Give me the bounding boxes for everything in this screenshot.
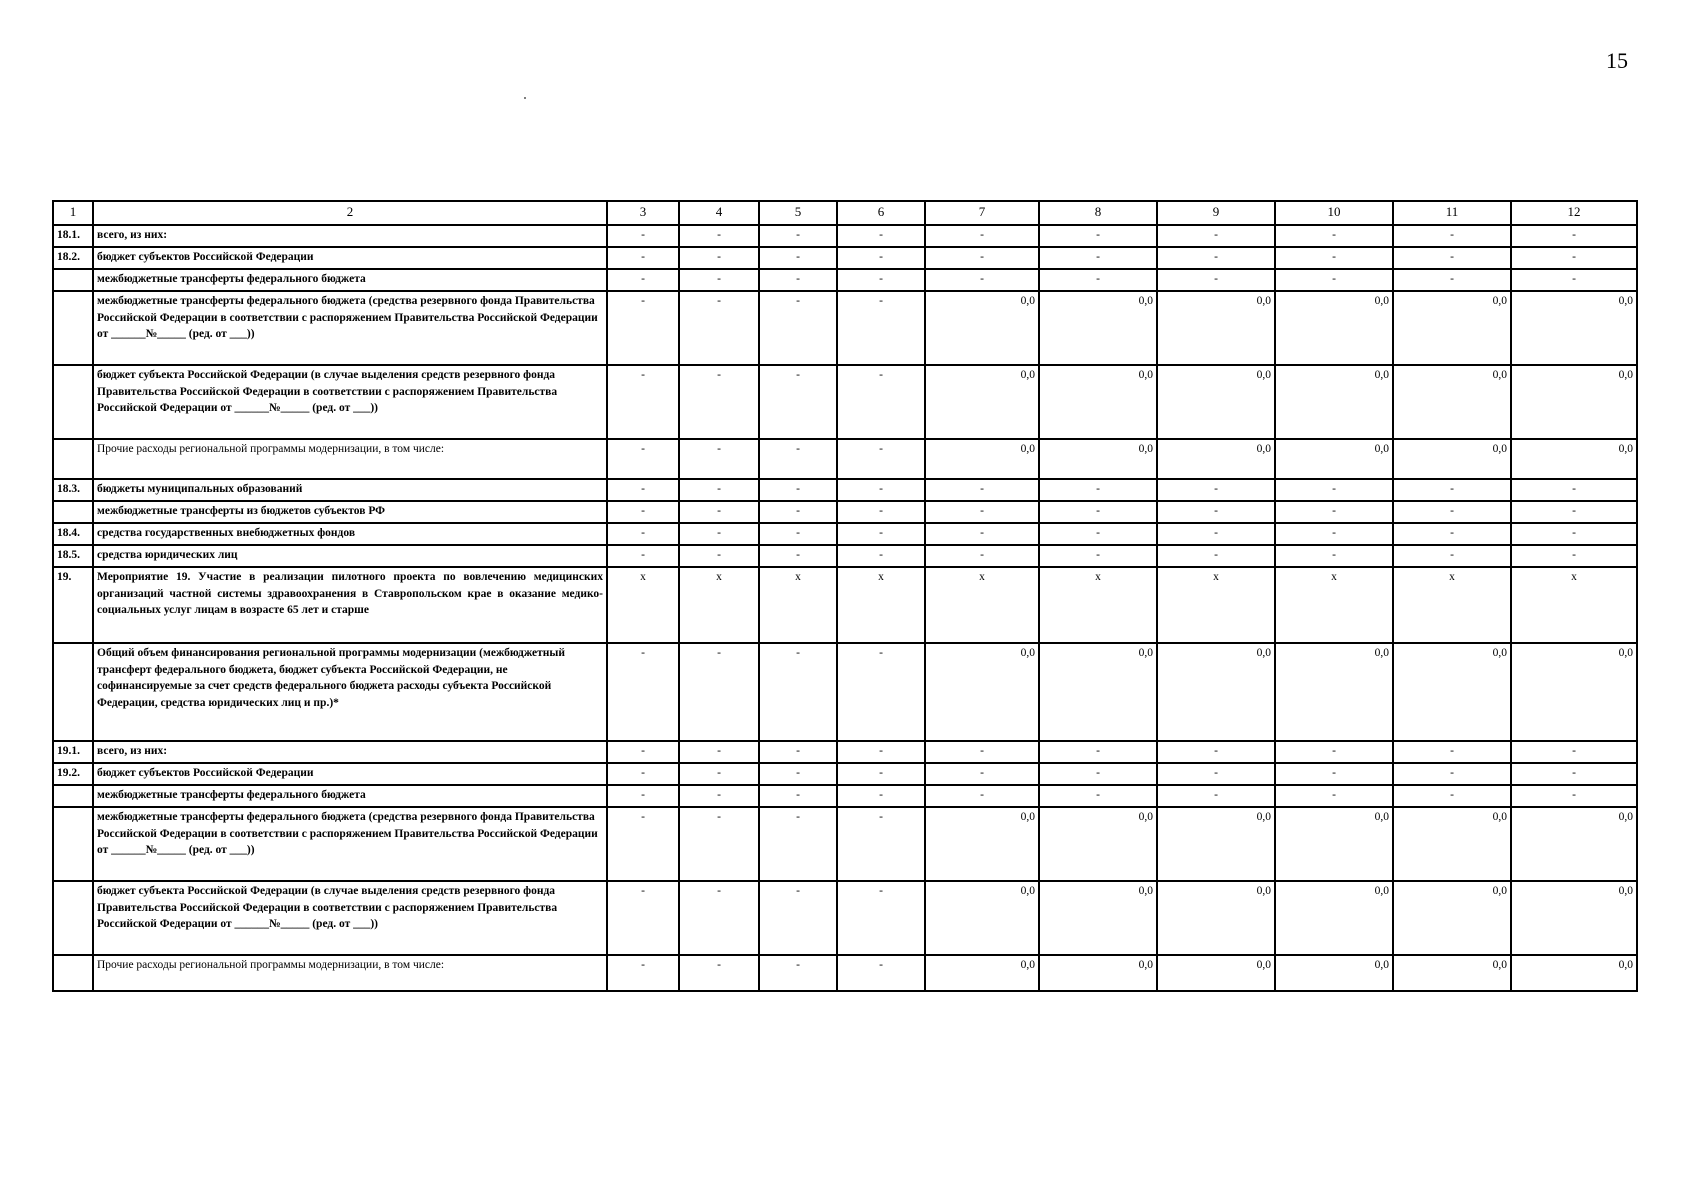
value-cell: - (1039, 763, 1157, 785)
row-description: бюджет субъектов Российской Федерации (93, 763, 607, 785)
value-cell: - (1511, 545, 1637, 567)
value-cell: - (1275, 785, 1393, 807)
value-cell: x (925, 567, 1039, 643)
value-cell: - (1275, 225, 1393, 247)
value-cell: - (679, 479, 759, 501)
value-cell: - (1511, 763, 1637, 785)
value-cell: 0,0 (1393, 955, 1511, 991)
value-cell: - (837, 501, 925, 523)
value-cell: - (1511, 269, 1637, 291)
value-cell: - (759, 785, 837, 807)
value-cell: - (607, 247, 679, 269)
value-cell: - (1039, 741, 1157, 763)
row-number: 19. (53, 567, 93, 643)
row-number (53, 807, 93, 881)
value-cell: - (837, 955, 925, 991)
table-row (53, 501, 1637, 523)
value-cell: - (679, 545, 759, 567)
value-cell: - (1393, 741, 1511, 763)
value-cell: - (759, 501, 837, 523)
value-cell: - (1157, 785, 1275, 807)
value-cell: - (925, 741, 1039, 763)
value-cell: - (1039, 501, 1157, 523)
value-cell: - (1039, 225, 1157, 247)
value-cell: - (1393, 225, 1511, 247)
value-cell: - (759, 881, 837, 955)
table-row (53, 291, 1637, 365)
row-description: бюджеты муниципальных образований (93, 479, 607, 501)
value-cell: - (925, 479, 1039, 501)
value-cell: - (679, 881, 759, 955)
value-cell: - (1039, 247, 1157, 269)
value-cell: 0,0 (1393, 881, 1511, 955)
value-cell: x (679, 567, 759, 643)
value-cell: - (1157, 269, 1275, 291)
row-description: межбюджетные трансферты федерального бюджета (93, 785, 607, 807)
header-cell: 6 (837, 201, 925, 225)
row-number (53, 955, 93, 991)
value-cell: - (1511, 741, 1637, 763)
value-cell: - (607, 763, 679, 785)
row-number (53, 365, 93, 439)
row-description: всего, из них: (93, 225, 607, 247)
value-cell: - (1039, 269, 1157, 291)
value-cell: - (759, 523, 837, 545)
value-cell: - (837, 545, 925, 567)
value-cell: - (607, 807, 679, 881)
value-cell: - (837, 225, 925, 247)
table-row (53, 881, 1637, 955)
value-cell: - (759, 439, 837, 479)
value-cell: - (607, 269, 679, 291)
header-cell: 3 (607, 201, 679, 225)
value-cell: 0,0 (1275, 955, 1393, 991)
value-cell: - (759, 247, 837, 269)
value-cell: 0,0 (1393, 439, 1511, 479)
value-cell: - (679, 247, 759, 269)
row-number: 18.4. (53, 523, 93, 545)
value-cell: - (837, 365, 925, 439)
value-cell: - (837, 763, 925, 785)
page-number: 15 (1606, 48, 1628, 73)
value-cell: - (679, 785, 759, 807)
table-body (53, 225, 1637, 991)
header-cell: 5 (759, 201, 837, 225)
value-cell: - (925, 501, 1039, 523)
value-cell: - (759, 479, 837, 501)
value-cell: - (1393, 479, 1511, 501)
value-cell: x (759, 567, 837, 643)
value-cell: - (837, 807, 925, 881)
value-cell: 0,0 (1157, 881, 1275, 955)
row-description: межбюджетные трансферты из бюджетов субъектов РФ (93, 501, 607, 523)
value-cell: 0,0 (1393, 365, 1511, 439)
value-cell: - (1039, 479, 1157, 501)
table-row (53, 479, 1637, 501)
row-number: 18.2. (53, 247, 93, 269)
value-cell: - (607, 291, 679, 365)
value-cell: - (759, 269, 837, 291)
value-cell: 0,0 (1039, 881, 1157, 955)
value-cell: - (1511, 247, 1637, 269)
value-cell: - (607, 365, 679, 439)
value-cell: 0,0 (1039, 291, 1157, 365)
value-cell: - (925, 247, 1039, 269)
header-cell: 1 (53, 201, 93, 225)
header-cell: 4 (679, 201, 759, 225)
value-cell: - (1393, 501, 1511, 523)
table-row (53, 225, 1637, 247)
row-number: 18.3. (53, 479, 93, 501)
value-cell: - (1157, 741, 1275, 763)
value-cell: - (759, 545, 837, 567)
header-cell: 2 (93, 201, 607, 225)
value-cell: - (607, 881, 679, 955)
row-number (53, 643, 93, 741)
value-cell: - (1511, 785, 1637, 807)
value-cell: - (1157, 545, 1275, 567)
value-cell: - (1275, 501, 1393, 523)
value-cell: x (1393, 567, 1511, 643)
row-description: бюджет субъектов Российской Федерации (93, 247, 607, 269)
value-cell: - (837, 643, 925, 741)
value-cell: 0,0 (1157, 807, 1275, 881)
value-cell: - (679, 501, 759, 523)
value-cell: - (837, 291, 925, 365)
row-number (53, 881, 93, 955)
value-cell: 0,0 (1275, 881, 1393, 955)
value-cell: x (1511, 567, 1637, 643)
value-cell: - (679, 291, 759, 365)
table-row (53, 247, 1637, 269)
value-cell: - (1275, 479, 1393, 501)
value-cell: 0,0 (925, 807, 1039, 881)
table-row (53, 955, 1637, 991)
header-cell: 9 (1157, 201, 1275, 225)
value-cell: - (679, 763, 759, 785)
value-cell: - (1275, 269, 1393, 291)
table-row (53, 643, 1637, 741)
value-cell: - (759, 807, 837, 881)
value-cell: - (759, 741, 837, 763)
value-cell: - (1157, 763, 1275, 785)
value-cell: 0,0 (1157, 955, 1275, 991)
value-cell: - (607, 439, 679, 479)
value-cell: - (925, 545, 1039, 567)
value-cell: - (1039, 785, 1157, 807)
value-cell: 0,0 (1275, 291, 1393, 365)
table-row (53, 785, 1637, 807)
value-cell: - (837, 785, 925, 807)
value-cell: - (1393, 785, 1511, 807)
value-cell: 0,0 (925, 955, 1039, 991)
value-cell: - (1275, 523, 1393, 545)
table-row (53, 741, 1637, 763)
financing-table (52, 200, 1638, 992)
row-number: 18.5. (53, 545, 93, 567)
value-cell: 0,0 (1511, 955, 1637, 991)
value-cell: x (1039, 567, 1157, 643)
value-cell: - (759, 955, 837, 991)
row-description: Прочие расходы региональной программы модернизации, в том числе: (93, 439, 607, 479)
value-cell: - (759, 291, 837, 365)
value-cell: 0,0 (1039, 955, 1157, 991)
value-cell: 0,0 (1511, 643, 1637, 741)
value-cell: - (1511, 479, 1637, 501)
value-cell: 0,0 (1393, 807, 1511, 881)
value-cell: - (1393, 545, 1511, 567)
value-cell: - (837, 741, 925, 763)
value-cell: x (607, 567, 679, 643)
value-cell: - (1275, 545, 1393, 567)
value-cell: - (679, 807, 759, 881)
value-cell: - (759, 365, 837, 439)
value-cell: - (1511, 225, 1637, 247)
value-cell: - (759, 763, 837, 785)
value-cell: - (679, 523, 759, 545)
value-cell: - (1157, 225, 1275, 247)
header-cell: 8 (1039, 201, 1157, 225)
table-row (53, 365, 1637, 439)
value-cell: 0,0 (925, 291, 1039, 365)
value-cell: - (759, 643, 837, 741)
value-cell: - (607, 955, 679, 991)
row-description: средства юридических лиц (93, 545, 607, 567)
value-cell: - (1039, 523, 1157, 545)
table-header-row (53, 201, 1637, 225)
value-cell: - (1393, 523, 1511, 545)
table-row (53, 763, 1637, 785)
value-cell: - (837, 881, 925, 955)
row-description: межбюджетные трансферты федерального бюджета (93, 269, 607, 291)
value-cell: - (679, 269, 759, 291)
value-cell: 0,0 (925, 365, 1039, 439)
value-cell: 0,0 (1511, 365, 1637, 439)
row-description: всего, из них: (93, 741, 607, 763)
value-cell: 0,0 (1511, 291, 1637, 365)
value-cell: - (607, 479, 679, 501)
value-cell: 0,0 (1275, 643, 1393, 741)
row-description: бюджет субъекта Российской Федерации (в случае выделения средств резервного фонда Правительства Российской Федерации в соответствии с распоряжением Правительства Российской Федерации от ______№_____ (ред. от ___)) (93, 881, 607, 955)
value-cell: - (1275, 247, 1393, 269)
value-cell: 0,0 (925, 439, 1039, 479)
value-cell: 0,0 (1275, 807, 1393, 881)
value-cell: 0,0 (1039, 643, 1157, 741)
header-cell: 7 (925, 201, 1039, 225)
table-row (53, 439, 1637, 479)
value-cell: - (837, 439, 925, 479)
value-cell: 0,0 (1393, 643, 1511, 741)
value-cell: 0,0 (1393, 291, 1511, 365)
value-cell: - (607, 785, 679, 807)
value-cell: 0,0 (1157, 365, 1275, 439)
value-cell: - (1157, 501, 1275, 523)
row-number: 19.2. (53, 763, 93, 785)
row-number (53, 291, 93, 365)
value-cell: - (607, 501, 679, 523)
value-cell: - (679, 365, 759, 439)
value-cell: - (679, 225, 759, 247)
row-description: Прочие расходы региональной программы модернизации, в том числе: (93, 955, 607, 991)
table-row (53, 807, 1637, 881)
value-cell: - (1275, 763, 1393, 785)
value-cell: - (837, 247, 925, 269)
value-cell: - (1157, 523, 1275, 545)
header-cell: 11 (1393, 201, 1511, 225)
table-row (53, 545, 1637, 567)
value-cell: - (607, 643, 679, 741)
value-cell: 0,0 (1275, 365, 1393, 439)
value-cell: - (837, 269, 925, 291)
row-number: 18.1. (53, 225, 93, 247)
row-description: бюджет субъекта Российской Федерации (в случае выделения средств резервного фонда Правительства Российской Федерации в соответствии с распоряжением Правительства Российской Федерации от ______№_____ (ред. от ___)) (93, 365, 607, 439)
value-cell: - (679, 955, 759, 991)
table-row (53, 567, 1637, 643)
value-cell: 0,0 (1511, 439, 1637, 479)
header-cell: 10 (1275, 201, 1393, 225)
value-cell: x (1275, 567, 1393, 643)
value-cell: - (679, 741, 759, 763)
row-description: Общий объем финансирования региональной программы модернизации (межбюджетный трансферт федерального бюджета, бюджет субъекта Российской Федерации, не софинансируемые за счет средств федерального бюджета расходы субъекта Российской Федерации, средства юридических лиц и пр.)* (93, 643, 607, 741)
value-cell: - (837, 479, 925, 501)
value-cell: x (837, 567, 925, 643)
value-cell: 0,0 (1157, 439, 1275, 479)
value-cell: - (679, 643, 759, 741)
value-cell: 0,0 (1039, 807, 1157, 881)
value-cell: - (925, 269, 1039, 291)
value-cell: - (1157, 247, 1275, 269)
value-cell: 0,0 (1511, 881, 1637, 955)
scan-speck (524, 97, 526, 99)
row-description: межбюджетные трансферты федерального бюджета (средства резервного фонда Правительства Российской Федерации в соответствии с распоряжением Правительства Российской Федерации от ______№_____ (ред. от ___)) (93, 807, 607, 881)
row-description: межбюджетные трансферты федерального бюджета (средства резервного фонда Правительства Российской Федерации в соответствии с распоряжением Правительства Российской Федерации от ______№_____ (ред. от ___)) (93, 291, 607, 365)
value-cell: - (607, 225, 679, 247)
value-cell: - (679, 439, 759, 479)
value-cell: - (1393, 247, 1511, 269)
value-cell: 0,0 (1157, 291, 1275, 365)
value-cell: - (925, 763, 1039, 785)
value-cell: - (1157, 479, 1275, 501)
row-description: Мероприятие 19. Участие в реализации пилотного проекта по вовлечению медицинских организаций частной системы здравоохранения в Ставропольском крае в оказание медико-социальных услуг лицам в возрасте 65 лет и старше (93, 567, 607, 643)
row-number (53, 501, 93, 523)
value-cell: 0,0 (1039, 439, 1157, 479)
value-cell: - (837, 523, 925, 545)
header-cell: 12 (1511, 201, 1637, 225)
value-cell: - (925, 523, 1039, 545)
value-cell: 0,0 (1275, 439, 1393, 479)
value-cell: - (607, 741, 679, 763)
value-cell: 0,0 (1157, 643, 1275, 741)
value-cell: - (607, 523, 679, 545)
table-row (53, 523, 1637, 545)
row-number (53, 439, 93, 479)
value-cell: - (1275, 741, 1393, 763)
value-cell: - (1511, 501, 1637, 523)
value-cell: - (1393, 763, 1511, 785)
value-cell: 0,0 (1511, 807, 1637, 881)
value-cell: x (1157, 567, 1275, 643)
value-cell: 0,0 (925, 881, 1039, 955)
value-cell: 0,0 (1039, 365, 1157, 439)
value-cell: - (925, 225, 1039, 247)
row-number (53, 269, 93, 291)
value-cell: - (1511, 523, 1637, 545)
value-cell: - (607, 545, 679, 567)
table-row (53, 269, 1637, 291)
value-cell: - (925, 785, 1039, 807)
row-number: 19.1. (53, 741, 93, 763)
value-cell: 0,0 (925, 643, 1039, 741)
value-cell: - (1393, 269, 1511, 291)
value-cell: - (1039, 545, 1157, 567)
row-description: средства государственных внебюджетных фондов (93, 523, 607, 545)
row-number (53, 785, 93, 807)
value-cell: - (759, 225, 837, 247)
